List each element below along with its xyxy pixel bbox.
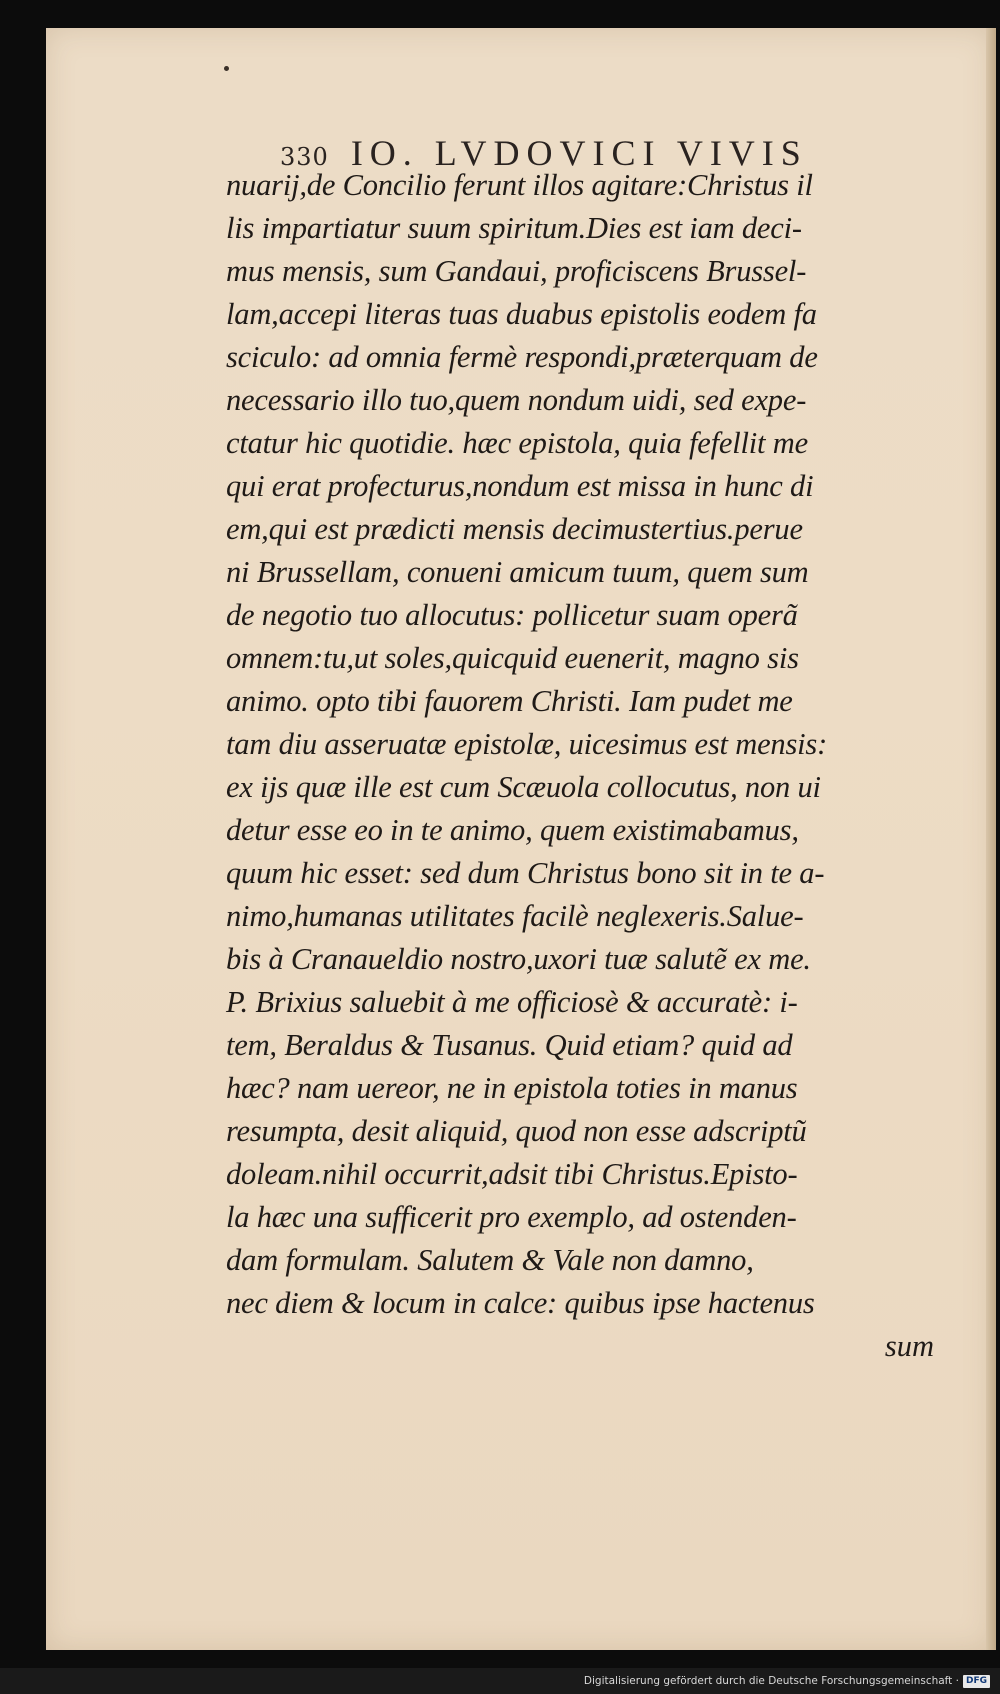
text-line-19: bis à Cranaueldio nostro,uxori tuæ salutẽ ex me. — [226, 942, 811, 976]
text-line-21: tem, Beraldus & Tusanus. Quid etiam? quid ad — [226, 1028, 793, 1062]
digitization-credit — [584, 1672, 990, 1690]
running-head-title: IO. LVDOVICI VIVIS — [350, 133, 808, 173]
catchword: sum — [884, 1329, 934, 1363]
text-line-24: doleam.nihil occurrit,adsit tibi Christus.Episto- — [226, 1157, 798, 1191]
text-line-12: omnem:tu,ut soles,quicquid euenerit, magno sis — [226, 641, 799, 675]
text-line-7: ctatur hic quotidie. hæc epistola, quia fefellit me — [226, 426, 808, 460]
credit-text: Digitalisierung gefördert durch die Deutsche Forschungsgemeinschaft · — [583, 1675, 959, 1687]
text-line-23: resumpta, desit aliquid, quod non esse adscriptũ — [226, 1114, 807, 1148]
page-number: 330 — [280, 143, 329, 171]
text-line-2: lis impartiatur suum spiritum.Dies est iam deci- — [226, 211, 802, 245]
text-line-11: de negotio tuo allocutus: pollicetur suam operã — [226, 598, 798, 632]
dfg-logo: DFG — [963, 1675, 990, 1688]
text-line-10: ni Brussellam, conueni amicum tuum, quem sum — [226, 555, 809, 589]
text-line-22: hæc? nam uereor, ne in epistola toties in manus — [226, 1071, 798, 1105]
text-line-9: em,qui est prædicti mensis decimustertius.perue — [226, 512, 803, 546]
text-line-3: mus mensis, sum Gandaui, proficiscens Brussel- — [226, 254, 807, 288]
page-edge — [986, 28, 996, 1650]
text-line-27: nec diem & locum in calce: quibus ipse hactenus — [226, 1286, 815, 1320]
text-line-15: ex ijs quæ ille est cum Scæuola collocutus, non ui — [226, 770, 821, 804]
text-line-13: animo. opto tibi fauorem Christi. Iam pudet me — [226, 684, 793, 718]
text-line-14: tam diu asseruatæ epistolæ, uicesimus est mensis: — [226, 727, 828, 761]
ink-speck — [224, 66, 229, 71]
text-line-6: necessario illo tuo,quem nondum uidi, sed expe- — [226, 383, 807, 417]
text-line-20: P. Brixius saluebit à me officiosè & accuratè: i- — [226, 985, 798, 1019]
text-line-1: nuarij,de Concilio ferunt illos agitare:Christus il — [226, 168, 813, 202]
text-line-16: detur esse eo in te animo, quem existimabamus, — [226, 813, 799, 847]
text-line-18: nimo,humanas utilitates facilè neglexeris.Salue- — [226, 899, 804, 933]
body-text — [226, 164, 946, 1368]
text-line-4: lam,accepi literas tuas duabus epistolis eodem fa — [226, 297, 817, 331]
text-line-25: la hæc una sufficerit pro exemplo, ad ostenden- — [226, 1200, 797, 1234]
text-line-17: quum hic esset: sed dum Christus bono sit in te a- — [226, 856, 825, 890]
text-line-5: sciculo: ad omnia fermè respondi,præterquam de — [226, 340, 818, 374]
text-line-8: qui erat profecturus,nondum est missa in hunc di — [226, 469, 814, 503]
text-line-26: dam formulam. Salutem & Vale non damno, — [226, 1243, 754, 1277]
